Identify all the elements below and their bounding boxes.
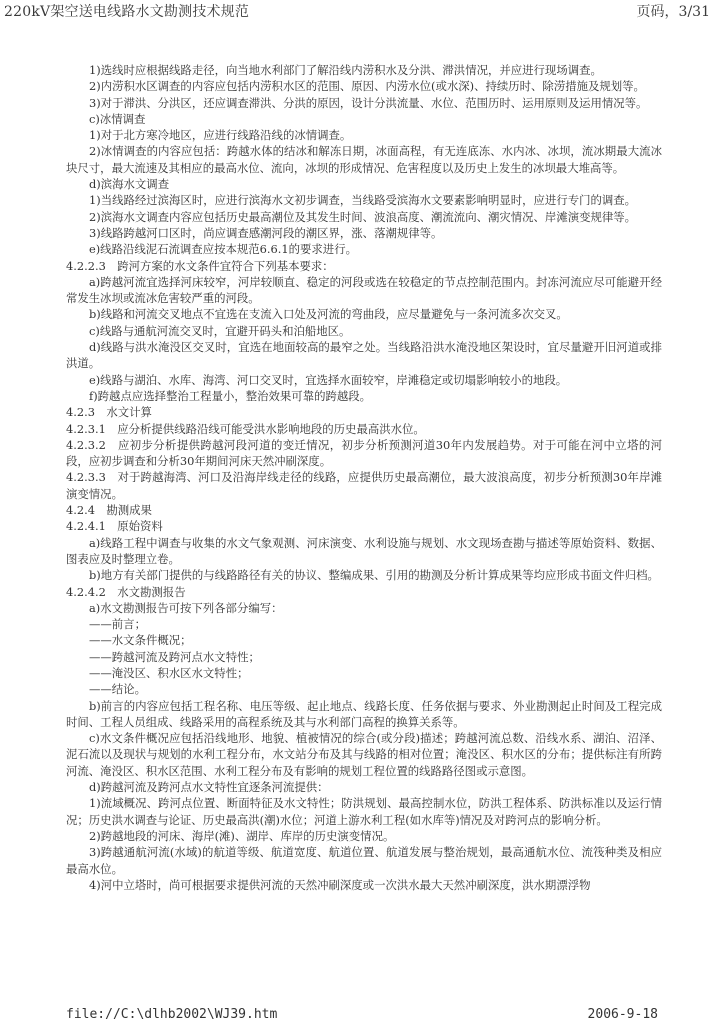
section-heading: 4.2.3.1 应分析提供线路沿线可能受洪水影响地段的历史最高洪水位。 xyxy=(66,421,425,436)
document-body xyxy=(66,62,662,893)
body-paragraph: f)跨越点应选择整治工程量小，整治效果可靠的跨越段。 xyxy=(89,388,372,403)
print-date: 2006-9-18 xyxy=(587,1007,658,1022)
body-paragraph: 2)冰情调查的内容应包括：跨越水体的结冰和解冻日期，冰面高程，有无连底冻、水内冰、冰坝，流冰期最大流冰块尺寸，最大流速及其相应的最高水位、流向，冰坝的形成情况、危害程度以及历史上发生的冰坝最大堆高等。 xyxy=(66,144,662,175)
body-paragraph: d)滨海水文调查 xyxy=(89,177,170,192)
body-paragraph: a)跨越河流宜选择河床较窄，河岸较顺直、稳定的河段或选在较稳定的节点控制范围内。封冻河流应尽可能避开经常发生冰坝或流冰危害较严重的河段。 xyxy=(66,274,662,306)
body-paragraph: 1)选线时应根据线路走径，向当地水利部门了解沿线内涝积水及分洪、滞洪情况，并应进行现场调查。 xyxy=(89,63,602,77)
body-paragraph: ——淹没区、积水区水文特性； xyxy=(89,665,249,680)
section-heading: 4.2.4.2 水文勘测报告 xyxy=(66,584,186,599)
body-paragraph: c)冰情调查 xyxy=(89,111,146,126)
file-path: file://C:\dlhb2002\WJ39.htm xyxy=(66,1007,278,1022)
body-paragraph: ——跨越河流及跨河点水文特性； xyxy=(89,649,260,664)
page-header xyxy=(0,0,724,22)
body-paragraph: 1)当线路经过滨海区时，应进行滨海水文初步调查，当线路受滨海水文要素影响明显时，应进行专门的调查。 xyxy=(89,193,637,208)
section-heading: 4.2.4 勘测成果 xyxy=(66,503,152,518)
section-heading: 4.2.3.2 应初步分析提供跨越河段河道的变迁情况，初步分析预测河道30年内发展趋势。对于可能在河中立塔的河段，应初步调查和分析30年期间河床天然冲刷深度。 xyxy=(66,437,662,469)
body-paragraph: ——水文条件概况； xyxy=(89,633,192,648)
section-heading: 4.2.3.3 对于跨越海湾、河口及沿海岸线走径的线路，应提供历史最高潮位，最大波浪高度，初步分析预测30年岸滩演变情况。 xyxy=(66,470,662,501)
body-paragraph: 1)对于北方寒冷地区，应进行线路沿线的冰情调查。 xyxy=(89,128,352,143)
body-paragraph: 2)跨越地段的河床、海岸(滩)、湖岸、库岸的历史演变情况。 xyxy=(89,828,395,843)
page-footer xyxy=(0,1004,724,1024)
body-paragraph: b)线路和河流交叉地点不宜选在支流入口处及河流的弯曲段，应尽量避免与一条河流多次交叉。 xyxy=(89,307,568,322)
body-paragraph: b)地方有关部门提供的与线路路径有关的协议、整编成果、引用的勘测及分析计算成果等均应形成书面文件归档。 xyxy=(89,568,659,583)
body-paragraph: 2)内涝积水区调查的内容应包括内涝积水区的范围、原因、内涝水位(或水深)、持续历时、除涝措施及规划等。 xyxy=(89,79,645,94)
body-paragraph: ——前言； xyxy=(89,617,146,632)
section-heading: 4.2.4.1 原始资料 xyxy=(66,519,163,534)
body-paragraph: 3)对于滞洪、分洪区，还应调查滞洪、分洪的原因，设计分洪流量、水位、范围历时、运用原则及运用情况等。 xyxy=(89,95,648,110)
body-paragraph: 2)滨海水文调查内容应包括历史最高潮位及其发生时间、波浪高度、潮流流向、潮灾情况、岸滩演变规律等。 xyxy=(89,209,637,224)
body-paragraph: a)水文勘测报告可按下列各部分编写： xyxy=(89,600,283,615)
body-paragraph: e)线路沿线泥石流调查应按本规范6.6.1的要求进行。 xyxy=(89,242,357,257)
body-paragraph: b)前言的内容应包括工程名称、电压等级、起止地点、线路长度、任务依据与要求、外业勘测起止时间及工程完成时间、工程人员组成、线路采用的高程系统及其与水利部门高程的换算关系等。 xyxy=(66,698,662,729)
body-paragraph: d)线路与洪水淹没区交叉时，宜选在地面较高的最窄之处。当线路沿洪水淹没地区架设时，宜尽量避开旧河道或排洪道。 xyxy=(66,340,662,371)
section-heading: 4.2.3 水文计算 xyxy=(66,405,152,420)
page-number: 页码，3/31 xyxy=(636,4,710,20)
body-paragraph: e)线路与湖泊、水库、海湾、河口交叉时，宜选择水面较窄，岸滩稳定或切塌影响较小的地段。 xyxy=(89,372,568,387)
body-paragraph: 4)河中立塔时，尚可根据要求提供河流的天然冲刷深度或一次洪水最大天然冲刷深度，洪水期漂浮物 xyxy=(89,877,591,892)
document-title: 220kV架空送电线路水文勘测技术规范 xyxy=(4,4,250,20)
body-paragraph: 1)流域概况、跨河点位置、断面特征及水文特性；防洪规划、最高控制水位，防洪工程体系、防洪标准以及运行情况；历史洪水调查与论证、历史最高洪(潮)水位；河道上游水利工程(如水库等)情况及对跨河点的影响分析。 xyxy=(66,796,662,827)
body-paragraph: ——结论。 xyxy=(89,682,146,697)
body-paragraph: d)跨越河流及跨河点水文特性宜逐条河流提供： xyxy=(89,780,329,795)
body-paragraph: 3)跨越通航河流(水域)的航道等级、航道宽度、航道位置、航道发展与整治规划，最高通航水位、流筏种类及相应最高水位。 xyxy=(66,845,662,876)
section-heading: 4.2.2.3 跨河方案的水文条件宜符合下列基本要求： xyxy=(66,258,334,273)
body-paragraph: c)水文条件概况应包括沿线地形、地貌、植被情况的综合(或分段)描述；跨越河流总数、沿线水系、湖泊、沼泽、泥石流以及现状与规划的水利工程分布，水文站分布及其与线路的相对位置；淹没区、积水区的分布；提供标注有所跨河流、淹没区、积水区范围、水利工程分布及有影响的规划工程位置的线路路径图或示意图。 xyxy=(66,731,662,778)
body-paragraph: a)线路工程中调查与收集的水文气象观测、河床演变、水利设施与规划、水文现场查勘与描述等原始资料、数据、图表应及时整理立卷。 xyxy=(66,535,662,566)
body-paragraph: c)线路与通航河流交叉时，宜避开码头和泊船地区。 xyxy=(89,323,351,338)
body-paragraph: 3)线路跨越河口区时，尚应调查感潮河段的潮区界，涨、落潮规律等。 xyxy=(89,225,443,240)
